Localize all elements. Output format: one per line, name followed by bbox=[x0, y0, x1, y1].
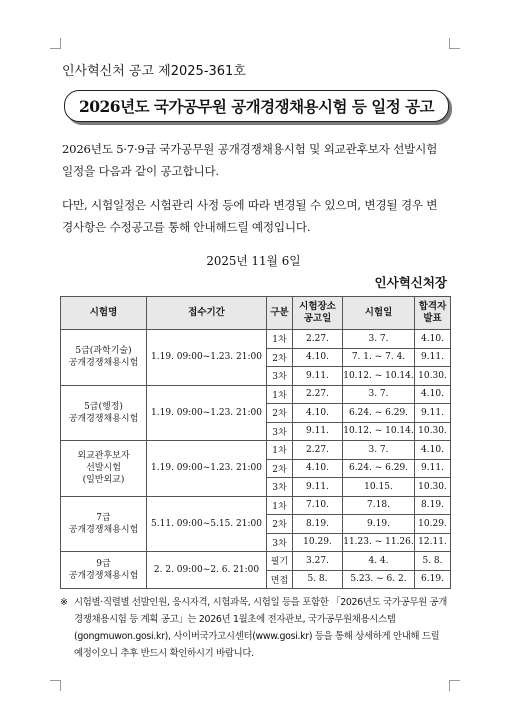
cell-stage: 2차 bbox=[267, 348, 293, 367]
cell-result-date: 9.11. bbox=[415, 404, 451, 423]
cell-venue-notice-date: 4.10. bbox=[293, 459, 343, 478]
cell-exam-date: 3. 7. bbox=[343, 385, 415, 404]
cell-exam-date: 9.19. bbox=[343, 515, 415, 534]
schedule-table bbox=[60, 296, 451, 589]
header-exam-date: 시험일 bbox=[343, 297, 415, 330]
cell-result-date: 12.11. bbox=[415, 533, 451, 552]
cell-result-date: 9.11. bbox=[415, 348, 451, 367]
cell-exam-date: 4. 4. bbox=[343, 552, 415, 571]
table-row bbox=[61, 385, 451, 404]
cell-exam-name: 7급 공개경쟁채용시험 bbox=[61, 496, 147, 552]
header-application-period: 접수기간 bbox=[147, 297, 267, 330]
cell-stage: 필기 bbox=[267, 552, 293, 571]
cell-exam-date: 10.15. bbox=[343, 478, 415, 497]
cell-application-period: 1.19. 09:00~1.23. 21:00 bbox=[147, 385, 267, 441]
cell-stage: 2차 bbox=[267, 515, 293, 534]
footnote-text: 시험별·직렬별 선발인원, 응시자격, 시험과목, 시험일 등을 포함한 「2026년도 국가공무원 공개경쟁채용시험 등 계획 공고」는 2026년 1월초에 전자관보, 국가공무원채용시스템(gongmuwon.gosi.kr), 사이버국가고시센터(www.gosi.kr) 등을 통해 상세하게 안내해 드릴 예정이오니 추후 반드시 확인하시기 바랍니다. bbox=[74, 597, 448, 659]
paragraph-notice-change: 다만, 시험일정은 시험관리 사정 등에 따라 변경될 수 있으며, 변경될 경우 변경사항은 수정공고를 통해 안내해드릴 예정입니다. bbox=[62, 198, 438, 234]
footnote bbox=[60, 594, 450, 662]
cell-venue-notice-date: 2.27. bbox=[293, 385, 343, 404]
cell-stage: 3차 bbox=[267, 367, 293, 386]
cell-venue-notice-date: 10.29. bbox=[293, 533, 343, 552]
header-exam-name: 시험명 bbox=[61, 297, 147, 330]
header-venue-notice-date: 시험장소 공고일 bbox=[293, 297, 343, 330]
schedule-table-body bbox=[61, 330, 451, 589]
cell-result-date: 10.30. bbox=[415, 422, 451, 441]
table-header-row bbox=[61, 297, 451, 330]
cell-exam-date: 10.12. ~ 10.14. bbox=[343, 367, 415, 386]
cell-application-period: 5.11. 09:00~5.15. 21:00 bbox=[147, 496, 267, 552]
cell-result-date: 8.19. bbox=[415, 496, 451, 515]
cell-venue-notice-date: 2.27. bbox=[293, 441, 343, 460]
cell-exam-name: 5급(과학기술) 공개경쟁채용시험 bbox=[61, 330, 147, 386]
header-result-date: 합격자 발표 bbox=[415, 297, 451, 330]
cell-result-date: 4.10. bbox=[415, 385, 451, 404]
cell-stage: 3차 bbox=[267, 422, 293, 441]
cell-result-date: 4.10. bbox=[415, 330, 451, 349]
cell-exam-name: 9급 공개경쟁채용시험 bbox=[61, 552, 147, 589]
cell-result-date: 5. 8. bbox=[415, 552, 451, 571]
cell-venue-notice-date: 9.11. bbox=[293, 422, 343, 441]
title-box bbox=[64, 90, 449, 122]
organization-name: 인사혁신처장 bbox=[374, 275, 447, 290]
table-row bbox=[61, 441, 451, 460]
cell-application-period: 1.19. 09:00~1.23. 21:00 bbox=[147, 330, 267, 386]
cell-exam-date: 3. 7. bbox=[343, 441, 415, 460]
cell-result-date: 9.11. bbox=[415, 459, 451, 478]
cell-exam-date: 11.23. ~ 11.26. bbox=[343, 533, 415, 552]
cell-exam-date: 7. 1. ~ 7. 4. bbox=[343, 348, 415, 367]
cell-venue-notice-date: 2.27. bbox=[293, 330, 343, 349]
cell-exam-name: 외교관후보자 선발시험 (일반외교) bbox=[61, 441, 147, 497]
cell-result-date: 4.10. bbox=[415, 441, 451, 460]
cell-exam-date: 3. 7. bbox=[343, 330, 415, 349]
crop-mark-top-left bbox=[50, 38, 61, 49]
cell-venue-notice-date: 9.11. bbox=[293, 367, 343, 386]
announcement-date: 2025년 11월 6일 bbox=[206, 254, 301, 268]
cell-application-period: 1.19. 09:00~1.23. 21:00 bbox=[147, 441, 267, 497]
cell-result-date: 10.29. bbox=[415, 515, 451, 534]
cell-stage: 2차 bbox=[267, 459, 293, 478]
cell-stage: 1차 bbox=[267, 330, 293, 349]
cell-venue-notice-date: 3.27. bbox=[293, 552, 343, 571]
cell-exam-date: 6.24. ~ 6.29. bbox=[343, 459, 415, 478]
cell-result-date: 10.30. bbox=[415, 478, 451, 497]
cell-venue-notice-date: 5. 8. bbox=[293, 570, 343, 589]
cell-stage: 3차 bbox=[267, 478, 293, 497]
cell-stage: 1차 bbox=[267, 385, 293, 404]
crop-mark-top-right bbox=[449, 38, 460, 49]
crop-mark-bottom-left bbox=[50, 680, 61, 691]
cell-venue-notice-date: 4.10. bbox=[293, 348, 343, 367]
cell-stage: 1차 bbox=[267, 496, 293, 515]
table-row bbox=[61, 496, 451, 515]
cell-venue-notice-date: 7.10. bbox=[293, 496, 343, 515]
cell-venue-notice-date: 9.11. bbox=[293, 478, 343, 497]
paragraph-announcement: 2026년도 5·7·9급 국가공무원 공개경쟁채용시험 및 외교관후보자 선발시험 일정을 다음과 같이 공고합니다. bbox=[62, 142, 438, 178]
cell-venue-notice-date: 4.10. bbox=[293, 404, 343, 423]
cell-venue-notice-date: 8.19. bbox=[293, 515, 343, 534]
cell-application-period: 2. 2. 09:00~2. 6. 21:00 bbox=[147, 552, 267, 589]
cell-result-date: 10.30. bbox=[415, 367, 451, 386]
page-title: 2026년도 국가공무원 공개경쟁채용시험 등 일정 공고 bbox=[78, 97, 435, 116]
cell-stage: 면접 bbox=[267, 570, 293, 589]
crop-mark-bottom-right bbox=[449, 680, 460, 691]
cell-exam-date: 10.12. ~ 10.14. bbox=[343, 422, 415, 441]
header-stage: 구분 bbox=[267, 297, 293, 330]
cell-stage: 1차 bbox=[267, 441, 293, 460]
cell-result-date: 6.19. bbox=[415, 570, 451, 589]
cell-exam-date: 6.24. ~ 6.29. bbox=[343, 404, 415, 423]
table-row bbox=[61, 552, 451, 571]
table-row bbox=[61, 330, 451, 349]
cell-exam-date: 7.18. bbox=[343, 496, 415, 515]
cell-exam-date: 5.23. ~ 6. 2. bbox=[343, 570, 415, 589]
note-mark: ※ bbox=[60, 597, 68, 608]
cell-stage: 2차 bbox=[267, 404, 293, 423]
cell-exam-name: 5급(행정) 공개경쟁채용시험 bbox=[61, 385, 147, 441]
cell-stage: 3차 bbox=[267, 533, 293, 552]
notice-number: 인사혁신처 공고 제2025-361호 bbox=[62, 64, 246, 79]
